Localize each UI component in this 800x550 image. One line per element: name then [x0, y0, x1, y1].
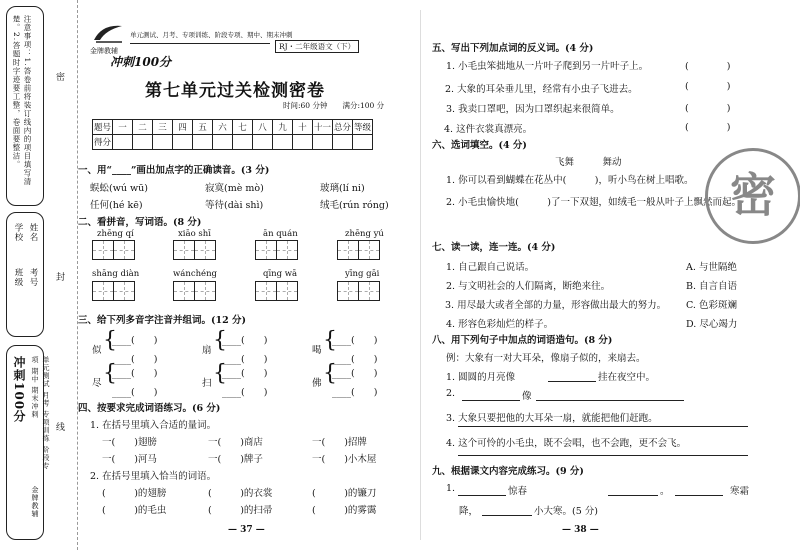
q5-answer[interactable]: ( ) — [685, 122, 731, 133]
tian-grid-pair[interactable] — [337, 281, 379, 304]
q9-part: 1. — [446, 483, 456, 494]
q8-item: 2. — [446, 388, 456, 399]
q3-brace: { — [213, 328, 227, 353]
q3-paren: ( ) — [241, 335, 268, 346]
q7-heading: 七、读一读，连一连。(4 分) — [432, 242, 556, 253]
q8-item: 3. 大象只要把他的大耳朵一扇，就能把他们赶跑。 — [446, 413, 658, 424]
q5-item: 3. 我卖口罩吧，因为口罩织起来很简单。 — [446, 104, 620, 115]
q4-item[interactable]: ( )的镰刀 — [312, 488, 377, 499]
tian-grid-pair[interactable] — [255, 240, 297, 263]
q3-blank[interactable]: ____( ) — [222, 335, 268, 346]
q3-brace: { — [323, 328, 337, 353]
q3-paren: ( ) — [241, 354, 268, 365]
score-cell: 一 — [113, 120, 133, 135]
q3-paren: ( ) — [241, 387, 268, 398]
score-input[interactable] — [333, 135, 353, 150]
page-number-right: — 38 — — [562, 525, 599, 535]
q6-words: 飞舞 舞动 — [555, 157, 622, 168]
q5-item: 1. 小毛虫笨拙地从一片叶子爬到另一片叶子上。 — [446, 61, 649, 72]
q4-item[interactable]: ( )的雾霭 — [312, 505, 377, 516]
q4-item[interactable]: 一( )商店 — [208, 437, 263, 448]
q4-item[interactable]: 一( )招牌 — [312, 437, 367, 448]
q3-blank[interactable]: ____( ) — [112, 335, 158, 346]
header-rule — [130, 43, 270, 44]
score-cell: 六 — [213, 120, 233, 135]
q3-char: 扇 — [202, 345, 212, 356]
q4-sub1: 1. 在括号里填入合适的量词。 — [90, 420, 217, 431]
score-cell: 得分 — [93, 135, 113, 150]
score-input[interactable] — [253, 135, 273, 150]
header-edition: RJ・二年级语文（下） — [275, 40, 359, 53]
score-cell: 题号 — [93, 120, 113, 135]
score-input[interactable] — [153, 135, 173, 150]
tian-grid-pair[interactable] — [92, 281, 134, 304]
q4-item[interactable]: ( )的翅膀 — [102, 488, 167, 499]
q4-heading: 四、按要求完成词语练习。(6 分) — [78, 403, 221, 414]
q5-item: 2. 大象的耳朵垂儿里，经常有小虫子飞进去。 — [445, 84, 638, 95]
q5-item: 4. 这件衣裳真漂亮。 — [444, 124, 533, 135]
brand-box — [6, 345, 50, 540]
q3-blank[interactable]: ____( ) — [112, 354, 158, 365]
page-divider — [420, 10, 421, 540]
q6-item[interactable]: 1. 你可以看到蝴蝶在花丛中( )，听小鸟在树上唱歌。 — [446, 175, 694, 186]
q2-pinyin: yīng gāi — [345, 269, 380, 279]
q3-blank[interactable]: ____( ) — [112, 368, 158, 379]
page-number-left: — 37 — — [228, 525, 265, 535]
header-brand: 金牌教辅 — [90, 47, 118, 55]
q3-paren: ( ) — [351, 368, 378, 379]
q3-paren: ( ) — [131, 354, 158, 365]
q6-item[interactable]: 2. 小毛虫愉快地( )了一下双翅，如绒毛一般从叶子上飘然而起。 — [446, 197, 741, 208]
binding-sidebar — [0, 0, 78, 550]
score-value-row — [93, 135, 373, 150]
q9-part: 寒霜 — [730, 486, 750, 497]
q3-blank[interactable]: ____( ) — [332, 354, 378, 365]
page-title: 第七单元过关检测密卷 — [145, 81, 325, 101]
q7-right[interactable]: A. 与世隔绝 — [686, 262, 737, 273]
q3-brace: { — [103, 361, 117, 386]
answer-line[interactable] — [608, 495, 658, 496]
q3-char: 扫 — [202, 378, 212, 389]
q5-answer[interactable]: ( ) — [685, 81, 731, 92]
q4-item[interactable]: ( )的毛虫 — [102, 505, 167, 516]
tian-grid-pair[interactable] — [92, 240, 134, 263]
q3-paren: ( ) — [131, 387, 158, 398]
q2-pinyin: zhēng yú — [345, 229, 384, 239]
header-logo: 冲刺100分 — [110, 55, 172, 69]
q3-brace: { — [213, 361, 227, 386]
q3-paren: ( ) — [131, 368, 158, 379]
score-input[interactable] — [113, 135, 133, 150]
seal-mark-1: 密 — [56, 73, 66, 83]
seal-mark-3: 线 — [56, 423, 66, 433]
q9-part: 。 — [660, 486, 670, 497]
notice-text: 注意事项：1.答卷前将装订线内的项目填写清楚。2.答题时字迹要工整，卷面要整洁。 — [12, 15, 32, 186]
score-input[interactable] — [353, 135, 373, 150]
student-info-box — [6, 212, 44, 337]
q4-item[interactable]: 一( )翅膀 — [102, 437, 157, 448]
q7-left[interactable]: 4. 形容色彩灿烂的样子。 — [446, 319, 554, 330]
time-info: 时间:60 分钟 满分:100 分 — [283, 101, 385, 110]
brand-name: 金牌教辅 — [31, 486, 39, 518]
q4-item[interactable]: ( )的衣裳 — [208, 488, 273, 499]
q9-heading: 九、根据课文内容完成练习。(9 分) — [432, 466, 584, 477]
q3-blank[interactable]: ____( ) — [332, 368, 378, 379]
q8-item: 1. 圆圆的月亮像 — [446, 372, 516, 383]
q3-paren: ( ) — [241, 368, 268, 379]
brand-logo-vertical: 冲刺100分 — [12, 356, 26, 424]
q1-heading: 一、用“____”画出加点字的正确读音。(3 分) — [78, 165, 270, 176]
score-input[interactable] — [193, 135, 213, 150]
answer-line[interactable] — [536, 400, 684, 401]
score-cell: 七 — [233, 120, 253, 135]
header-series: 单元测试、月考、专项训练、阶段专项、期中、期末冲刺 — [130, 31, 293, 39]
q3-heading: 三、给下列多音字注音并组词。(12 分) — [78, 315, 247, 326]
field-id: 考号 — [28, 268, 38, 287]
answer-line[interactable] — [458, 495, 506, 496]
q3-paren: ( ) — [351, 354, 378, 365]
q8-item: 像 — [522, 391, 532, 402]
q8-example: 例：大象有一对大耳朵，像扇子似的，来扇去。 — [446, 353, 646, 364]
q9-part: 降， — [459, 506, 479, 517]
q4-item[interactable]: ( )的扫帚 — [208, 505, 273, 516]
q7-left[interactable]: 2. 与文明社会的人们隔离，断绝来往。 — [446, 281, 611, 292]
q2-heading: 二、看拼音，写词语。(8 分) — [78, 217, 202, 228]
score-cell: 总分 — [333, 120, 353, 135]
q5-answer[interactable]: ( ) — [685, 103, 731, 114]
q4-item[interactable]: 一( )小木屋 — [312, 454, 377, 465]
answer-line[interactable] — [675, 495, 723, 496]
confidential-stamp: 密 — [705, 148, 800, 244]
q7-left[interactable]: 1. 自己跟自己说话。 — [446, 262, 535, 273]
q2-pinyin: zhēng qí — [97, 229, 134, 239]
q1-item: 玻璃(lí ni) — [320, 183, 365, 194]
q3-blank[interactable]: ____( ) — [222, 387, 268, 398]
score-cell: 四 — [173, 120, 193, 135]
score-input[interactable] — [213, 135, 233, 150]
score-cell: 九 — [273, 120, 293, 135]
score-header-row — [93, 120, 373, 135]
answer-line[interactable] — [458, 455, 748, 456]
tian-grid-pair[interactable] — [255, 281, 297, 304]
notice-box — [6, 6, 44, 206]
q7-right[interactable]: B. 自言自语 — [686, 281, 738, 292]
q1-item: 绒毛(rún róng) — [320, 200, 389, 211]
tian-grid-pair[interactable] — [173, 240, 215, 263]
q3-char: 尽 — [92, 378, 102, 389]
field-school: 学校 — [13, 223, 23, 242]
score-input[interactable] — [133, 135, 153, 150]
field-name: 姓名 — [28, 223, 38, 242]
q5-answer[interactable]: ( ) — [685, 61, 731, 72]
score-cell: 十一 — [313, 120, 333, 135]
score-table — [92, 119, 373, 150]
q9-part: 小大寒。(5 分) — [534, 506, 598, 517]
tian-grid-pair[interactable] — [173, 281, 215, 304]
brand-logo-icon — [92, 22, 126, 44]
answer-line[interactable] — [458, 426, 748, 427]
field-class: 班级 — [13, 268, 23, 287]
q4-sub2: 2. 在括号里填入恰当的词语。 — [90, 471, 217, 482]
score-cell: 二 — [133, 120, 153, 135]
score-cell: 三 — [153, 120, 173, 135]
brand-desc: 单元测试 月考 专项训练 阶段专项 期中 期末冲刺 — [31, 356, 50, 470]
score-cell: 五 — [193, 120, 213, 135]
score-input[interactable] — [293, 135, 313, 150]
q4-item[interactable]: 一( )牌子 — [208, 454, 263, 465]
q3-char: 喝 — [312, 345, 322, 356]
q3-paren: ( ) — [351, 387, 378, 398]
q8-item: 4. 这个可怜的小毛虫，既不会唱，也不会跑，更不会飞。 — [446, 438, 687, 449]
score-input[interactable] — [233, 135, 253, 150]
q2-pinyin: qīng wā — [263, 269, 298, 279]
q2-pinyin: ān quán — [263, 229, 298, 239]
q3-blank[interactable]: ____( ) — [332, 387, 378, 398]
q3-blank[interactable]: ____( ) — [222, 354, 268, 365]
q3-char: 佛 — [312, 378, 322, 389]
score-input[interactable] — [313, 135, 333, 150]
q7-left[interactable]: 3. 用尽最大或者全部的力量，形容做出最大的努力。 — [445, 300, 667, 311]
q7-right[interactable]: D. 尽心竭力 — [686, 319, 738, 330]
q1-item: 蜈蚣(wú wū) — [90, 183, 148, 194]
q1-item: 任何(hé kē) — [90, 200, 143, 211]
score-input[interactable] — [273, 135, 293, 150]
answer-line[interactable] — [462, 400, 520, 401]
score-cell: 八 — [253, 120, 273, 135]
q2-pinyin: shāng diàn — [92, 269, 140, 279]
q8-item: 挂在夜空中。 — [598, 372, 656, 383]
score-input[interactable] — [173, 135, 193, 150]
q3-blank[interactable]: ____( ) — [222, 368, 268, 379]
q1-item: 等待(dài shì) — [205, 200, 264, 211]
q3-paren: ( ) — [131, 335, 158, 346]
q8-heading: 八、用下列句子中加点的词语造句。(8 分) — [432, 335, 613, 346]
score-cell: 十 — [293, 120, 313, 135]
answer-line[interactable] — [548, 381, 596, 382]
q6-heading: 六、选词填空。(4 分) — [432, 140, 527, 151]
answer-line[interactable] — [482, 515, 532, 516]
q3-paren: ( ) — [351, 335, 378, 346]
q3-brace: { — [103, 328, 117, 353]
tian-grid-pair[interactable] — [337, 240, 379, 263]
seal-mark-2: 封 — [56, 273, 66, 283]
q3-blank[interactable]: ____( ) — [332, 335, 378, 346]
q3-char: 似 — [92, 345, 102, 356]
q5-heading: 五、写出下列加点词的反义词。(4 分) — [432, 43, 594, 54]
q9-part: 惊春 — [508, 486, 528, 497]
score-cell: 等级 — [353, 120, 373, 135]
q2-pinyin: xiāo shī — [178, 229, 211, 239]
q3-blank[interactable]: ____( ) — [112, 387, 158, 398]
q4-item[interactable]: 一( )河马 — [102, 454, 157, 465]
q2-pinyin: wánchéng — [173, 269, 217, 279]
q7-right[interactable]: C. 色彩斑斓 — [686, 300, 737, 311]
q3-brace: { — [323, 361, 337, 386]
q1-item: 寂寞(mè mò) — [205, 183, 264, 194]
